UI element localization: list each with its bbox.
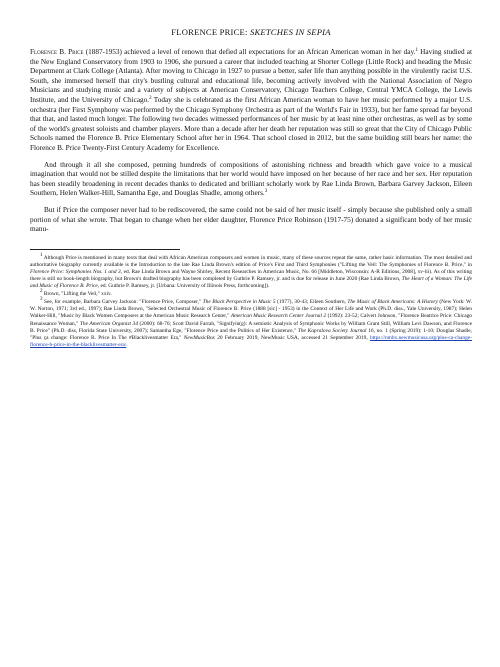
footnote-divider bbox=[30, 249, 180, 250]
footnote-2: $^2$ Brown, "Lifting the Veil," xxiv. bbox=[40, 289, 112, 298]
paragraph-1: Florence B. Price (1887-1953) achieved a level of renown that defied all expectations for an African American woman in her day.$^1$ Having studied at the New England Conservatory from 1903 to 1906, she pursued a career that included teaching at Shorter College (Little Rock) and heading the Music Department at Clark College (Atlanta). After moving to Chicago in 1927 to pursue a better, safer life than anything possible in the virulently racist U.S. South, she immersed herself that city's bustling cultural and educational life, becoming actively involved with the National Association of Negro Musicians and studying music and a variety of subjects at American Conservatory, Chicago Teachers College, Central YMCA College, the Lewis Institute, and the University of Chicago.$^2$ Today she is celebrated as the first African American woman to have her music performed by a major U.S. orchestra (her First Symphony was performed by the Chicago Symphony Orchestra as part of the World's Fair in 1933), but her fame spread far beyond that that, and lasted much longer. The following two decades witnessed performances of her music by at least nine other orchestras, as well as by some of the world's greatest soloists and chamber players. More than a decade after her death her reputation was still so great that the City of Chicago Public Schools named the Florence B. Price Elementary School after her in 1964. That school closed in 2012, but the same building still bears her name: the Florence B. Price Twenty-First Century Academy for Excellence. bbox=[30, 48, 472, 152]
page-title: FLORENCE PRICE: SKETCHES IN SEPIA bbox=[171, 27, 331, 37]
footnote-3: $^3$ See, for example, Barbara Garvey Jackson: "Florence Price, Composer," The Black Perspective in Music 5 (1977), 30-43; Eileen Southern, The Music of Black Americans: A History (New York: W. W. Norton, 1971; 3rd ed., 1997); Rae Linda Brown, "Selected Orchestral Music of Florence B. Price (1888 [sic] - 1953) in the Context of Her Life and Work (Ph.D. diss., Yale University, 1987); Helen Walker-Hill, "Music by Black Women Composers at the American Music Research Center," American Music Research Center Journal 2 (1992): 23-52; Calvert Johnson, "Florence Beatrice Price: Chicago Renaissance Woman," The American Organist 34 (2000): 68-76; Scott David Farrah, "Signifyin(g): A semiotic Analysis of Symphonic Works by William Grant Still, William Levi Dawson, and Florence B. Price" (Ph.D. diss, Florida State University, 2007); Samantha Ege, "Florence Price and the Politics of Her Existence," The Kapralova Society Journal 16, no. 1 (Spring 2019): 1-10; Douglas Shadle, "Plus ça change: Florence B. Price In The #Blacklivesmatter Era," NewMusicBox 20 February 2019, NewMusic USA, accessed 21 September 2019, https://nmbx.newmusicusa.org/plus-ca-change-florence-b-price-in-the-blacklivesmatter-era/. bbox=[30, 297, 472, 348]
title-italic: SKETCHES IN SEPIA bbox=[249, 27, 331, 37]
paragraph-3: But if Price the composer never had to be rediscovered, the same could not be said of her music itself - simply because she published only a small portion of what she wrote. That began to change when her elder daughter, Florence Price Robinson (1917-75) donated a significant body of her music manu- bbox=[30, 205, 472, 234]
paragraph-2: And through it all she composed, penning hundreds of compositions of astonishing richness and breadth which gave voice to a musical imagination that would not be stilled despite the limitations that her world would have imposed on her because of her race and her sex. Her reputation has been steadily broadening in recent decades thanks to dedicated and brilliant scholarly work by Rae Linda Brown, Barbara Garvey Jackson, Eileen Southern, Helen Walker-Hill, Samantha Ege, and Douglas Shadle, among others.$^3$ bbox=[30, 160, 472, 198]
footnote-1: $^1$ Although Price is mentioned in many texts that deal with African American composers and women in music, many of these sources repeat the same, rather basic information. The most detailed and authoritative biography currently available is the Introduction to the late Rae Linda Brown's edition of Price's First and Third Symphonies ("Lifting the Veil: The Symphonies of Florence B. Price," in Florence Price: Symphonies Nos. 1 and 3, ed. Rae Linda Brown and Wayne Shirley, Recent Researches in American Music, No. 66 [Middleton, Wisconsin: A-R Editions, 2008], xv-lii). As of this writing there is still no book-length biography, but Brown's drafted biography has been completed by Guthrie P. Ramsey, jr. and is due for release in June 2020 (Rae Linda Brown, The Heart of a Woman: The Life and Music of Florence B. Price, ed. Guthrie P. Ramsey, jr. [Urbana: University of Illinois Press, forthcoming]). bbox=[30, 252, 472, 290]
footnote-ref-1[interactable]: 1 bbox=[415, 48, 418, 53]
author-name: Florence B. Price bbox=[30, 48, 84, 56]
newmusicbox-link[interactable]: https://nmbx.newmusicusa.org/plus-ca-change-florence-b-price-in-the-blacklivesmatter-era/ bbox=[30, 334, 472, 348]
footnote-ref-2[interactable]: 2 bbox=[149, 95, 152, 101]
footnotes bbox=[30, 252, 472, 349]
body-text bbox=[30, 48, 472, 235]
footnote-ref-3[interactable]: 3 bbox=[264, 189, 268, 195]
